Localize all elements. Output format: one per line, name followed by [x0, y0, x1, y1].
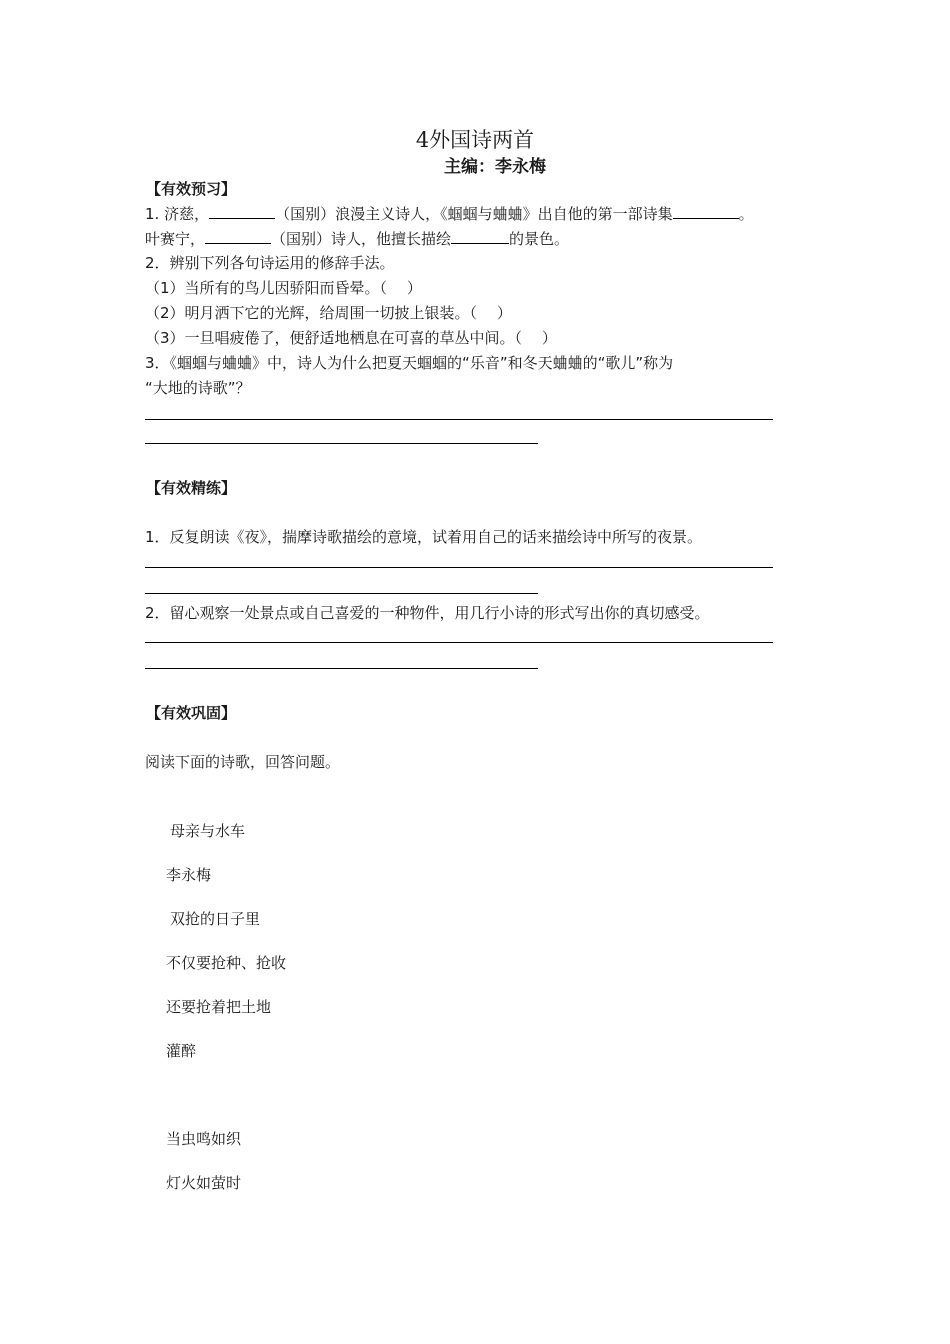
- answer-line[interactable]: [145, 668, 538, 669]
- q1-blank-collection[interactable]: [673, 204, 739, 219]
- poem-line: 灯火如萤时: [166, 1174, 242, 1192]
- poem-line: 双抢的日子里: [170, 910, 261, 928]
- q1-text-e: （国别）诗人，他擅长描绘: [271, 230, 452, 248]
- preview-q2: 2．辨别下列各句诗运用的修辞手法。: [145, 254, 395, 272]
- preview-q3-line2: “大地的诗歌”？: [145, 379, 251, 397]
- poem-title: 母亲与水车: [170, 822, 246, 840]
- section-heading-preview: 【有效预习】: [146, 180, 237, 198]
- q1-blank-country-1[interactable]: [209, 204, 275, 219]
- practice-q2: 2．留心观察一处景点或自己喜爱的一种物件，用几行小诗的形式写出你的真切感受。: [145, 604, 710, 622]
- q1-blank-scenery[interactable]: [451, 229, 509, 244]
- preview-q2-1: （1）当所有的鸟儿因骄阳而昏晕。（ ）: [145, 279, 422, 297]
- q1-text-d: 叶赛宁，: [145, 230, 206, 248]
- preview-q1-line1: [145, 203, 754, 224]
- editor-line: 主编：李永梅: [444, 157, 546, 177]
- preview-q1-line2: [145, 228, 569, 249]
- q1-text-c: 。: [738, 205, 754, 223]
- q1-text-b: （国别）浪漫主义诗人，《蝈蝈与蛐蛐》出自他的第一部诗集: [275, 205, 673, 223]
- poem-line: 当虫鸣如织: [166, 1130, 242, 1148]
- preview-q2-2: （2）明月洒下它的光辉，给周围一切披上银装。（ ）: [145, 304, 512, 322]
- reading-instruction: 阅读下面的诗歌，回答问题。: [145, 753, 341, 771]
- q1-blank-country-2[interactable]: [205, 229, 271, 244]
- practice-q1: 1．反复朗读《夜》，揣摩诗歌描绘的意境，试着用自己的话来描绘诗中所写的夜景。: [145, 528, 703, 546]
- q1-text-f: 的景色。: [509, 230, 570, 248]
- answer-line[interactable]: [145, 419, 773, 420]
- page-title: 4外国诗两首: [415, 128, 535, 152]
- poem-line: 灌醉: [166, 1042, 197, 1060]
- poem-author: 李永梅: [166, 866, 212, 884]
- preview-q2-3: （3）一旦唱疲倦了，便舒适地栖息在可喜的草丛中间。（ ）: [145, 329, 557, 347]
- answer-line[interactable]: [145, 567, 773, 568]
- preview-q3-line1: 3．《蝈蝈与蛐蛐》中，诗人为什么把夏天蝈蝈的“乐音”和冬天蛐蛐的“歌儿”称为: [145, 354, 674, 372]
- answer-line[interactable]: [145, 443, 538, 444]
- section-heading-consolidate: 【有效巩固】: [146, 704, 237, 722]
- q1-text-a: 1. 济慈，: [145, 205, 210, 223]
- answer-line[interactable]: [145, 593, 538, 594]
- section-heading-practice: 【有效精练】: [146, 479, 237, 497]
- poem-line: 还要抢着把土地: [166, 998, 272, 1016]
- answer-line[interactable]: [145, 642, 773, 643]
- poem-line: 不仅要抢种、抢收: [166, 954, 287, 972]
